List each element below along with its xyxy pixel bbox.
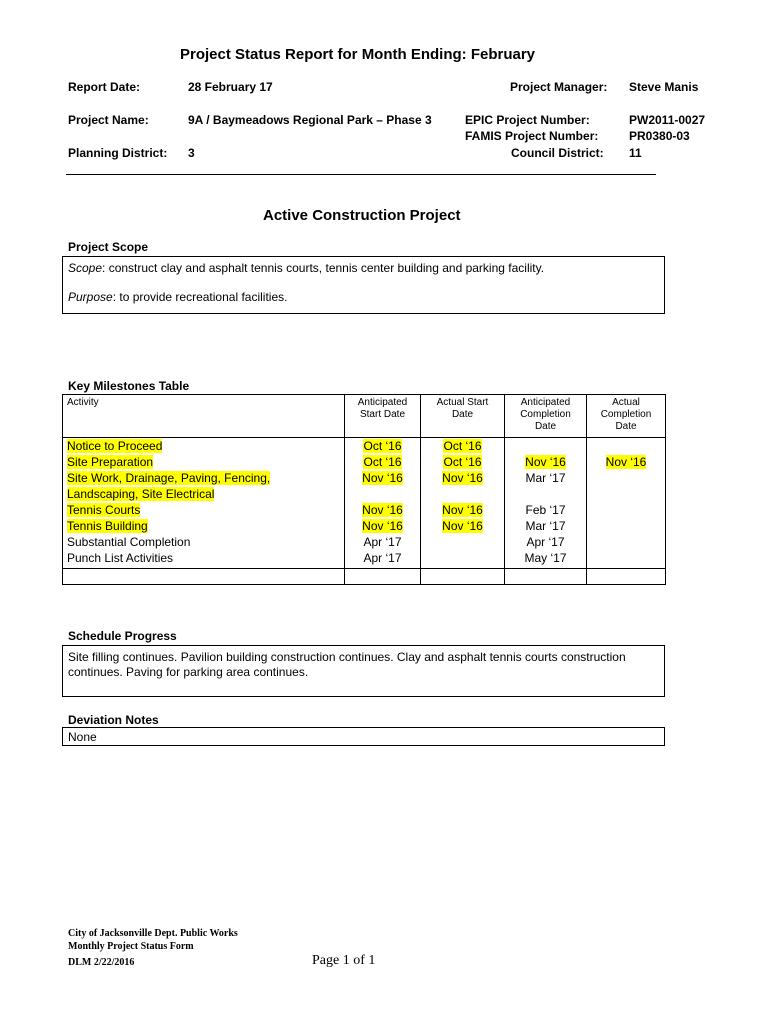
scope-label: Scope — [68, 261, 103, 275]
project-manager-label: Project Manager: — [510, 80, 608, 94]
table-row — [63, 470, 666, 502]
report-date-value: 28 February 17 — [188, 80, 273, 94]
planning-district-label: Planning District: — [68, 146, 168, 160]
milestones-table — [62, 394, 666, 585]
act-start-cell: Nov ‘16 — [442, 519, 483, 533]
col-anticipated-start: Anticipated Start Date — [345, 395, 421, 438]
report-title: Project Status Report for Month Ending: February — [180, 46, 536, 63]
famis-number-label: FAMIS Project Number: — [465, 129, 599, 143]
council-district-value: 11 — [629, 146, 642, 160]
deviation-text: None — [68, 730, 97, 744]
deviation-heading: Deviation Notes — [68, 713, 159, 727]
ant-start-cell: Oct ‘16 — [363, 439, 402, 453]
project-manager-value: Steve Manis — [629, 80, 699, 94]
report-date-label: Report Date: — [68, 80, 141, 94]
ant-comp-cell: May ‘17 — [524, 551, 567, 565]
ant-comp-cell: Apr ‘17 — [526, 535, 565, 549]
famis-number-value: PR0380-03 — [629, 129, 690, 143]
milestones-heading: Key Milestones Table — [68, 379, 190, 393]
scope-heading: Project Scope — [68, 240, 149, 254]
ant-start-cell: Apr ‘17 — [363, 551, 402, 565]
activity-cell: Site Preparation — [67, 455, 154, 469]
footer-version: DLM 2/22/2016 — [68, 957, 135, 968]
ant-start-cell: Nov ‘16 — [362, 519, 403, 533]
ant-comp-cell: Mar ‘17 — [525, 471, 566, 485]
act-comp-cell: Nov ‘16 — [605, 455, 647, 469]
section-title: Active Construction Project — [263, 207, 461, 224]
activity-cell: Notice to Proceed — [67, 439, 163, 453]
schedule-box — [62, 645, 665, 697]
ant-start-cell: Apr ‘17 — [363, 535, 402, 549]
activity-cell: Punch List Activities — [67, 551, 174, 565]
footer-org: City of Jacksonville Dept. Public Works — [68, 928, 238, 939]
milestones-header-row — [63, 395, 666, 438]
ant-start-cell: Nov ‘16 — [362, 471, 403, 485]
table-row-empty — [63, 569, 666, 585]
project-name-value: 9A / Baymeadows Regional Park – Phase 3 — [188, 113, 432, 127]
epic-number-value: PW2011-0027 — [629, 113, 706, 127]
purpose-line — [68, 290, 287, 305]
scope-box — [62, 256, 665, 314]
scope-line — [68, 261, 544, 276]
header-divider — [66, 174, 656, 175]
act-start-cell: Oct ‘16 — [443, 439, 482, 453]
footer-form: Monthly Project Status Form — [68, 941, 194, 952]
table-row — [63, 502, 666, 518]
schedule-heading: Schedule Progress — [68, 629, 177, 643]
deviation-box — [62, 727, 665, 746]
ant-comp-cell: Nov ‘16 — [525, 455, 566, 469]
scope-text: : construct clay and asphalt tennis courts, tennis center building and parking facility. — [102, 261, 545, 275]
act-start-cell: Oct ‘16 — [443, 455, 482, 469]
col-actual-start: Actual Start Date — [421, 395, 505, 438]
planning-district-value: 3 — [188, 146, 195, 160]
activity-cell: Tennis Building — [67, 519, 148, 533]
page-number: Page 1 of 1 — [312, 953, 376, 968]
council-district-label: Council District: — [511, 146, 604, 160]
ant-comp-cell: Mar ‘17 — [525, 519, 566, 533]
table-row — [63, 518, 666, 534]
activity-cell: Site Work, Drainage, Paving, Fencing, Landscaping, Site Electrical — [67, 471, 271, 501]
project-name-label: Project Name: — [68, 113, 149, 127]
activity-cell: Tennis Courts — [67, 503, 141, 517]
col-activity: Activity — [63, 395, 345, 438]
ant-comp-cell: Feb ‘17 — [525, 503, 566, 517]
activity-cell: Substantial Completion — [67, 535, 191, 549]
table-row — [63, 534, 666, 550]
ant-start-cell: Oct ‘16 — [363, 455, 402, 469]
table-row — [63, 550, 666, 569]
act-start-cell: Nov ‘16 — [442, 503, 483, 517]
act-start-cell: Nov ‘16 — [442, 471, 483, 485]
col-actual-completion: Actual Completion Date — [587, 395, 666, 438]
ant-start-cell: Nov ‘16 — [362, 503, 403, 517]
table-row — [63, 438, 666, 455]
schedule-text: Site filling continues. Pavilion building construction continues. Clay and asphalt tennis courts construction continues. Paving for parking area continues. — [68, 650, 626, 679]
purpose-label: Purpose — [68, 290, 113, 304]
epic-number-label: EPIC Project Number: — [465, 113, 590, 127]
purpose-text: : to provide recreational facilities. — [112, 290, 288, 304]
table-row — [63, 454, 666, 470]
col-anticipated-completion: Anticipated Completion Date — [505, 395, 587, 438]
